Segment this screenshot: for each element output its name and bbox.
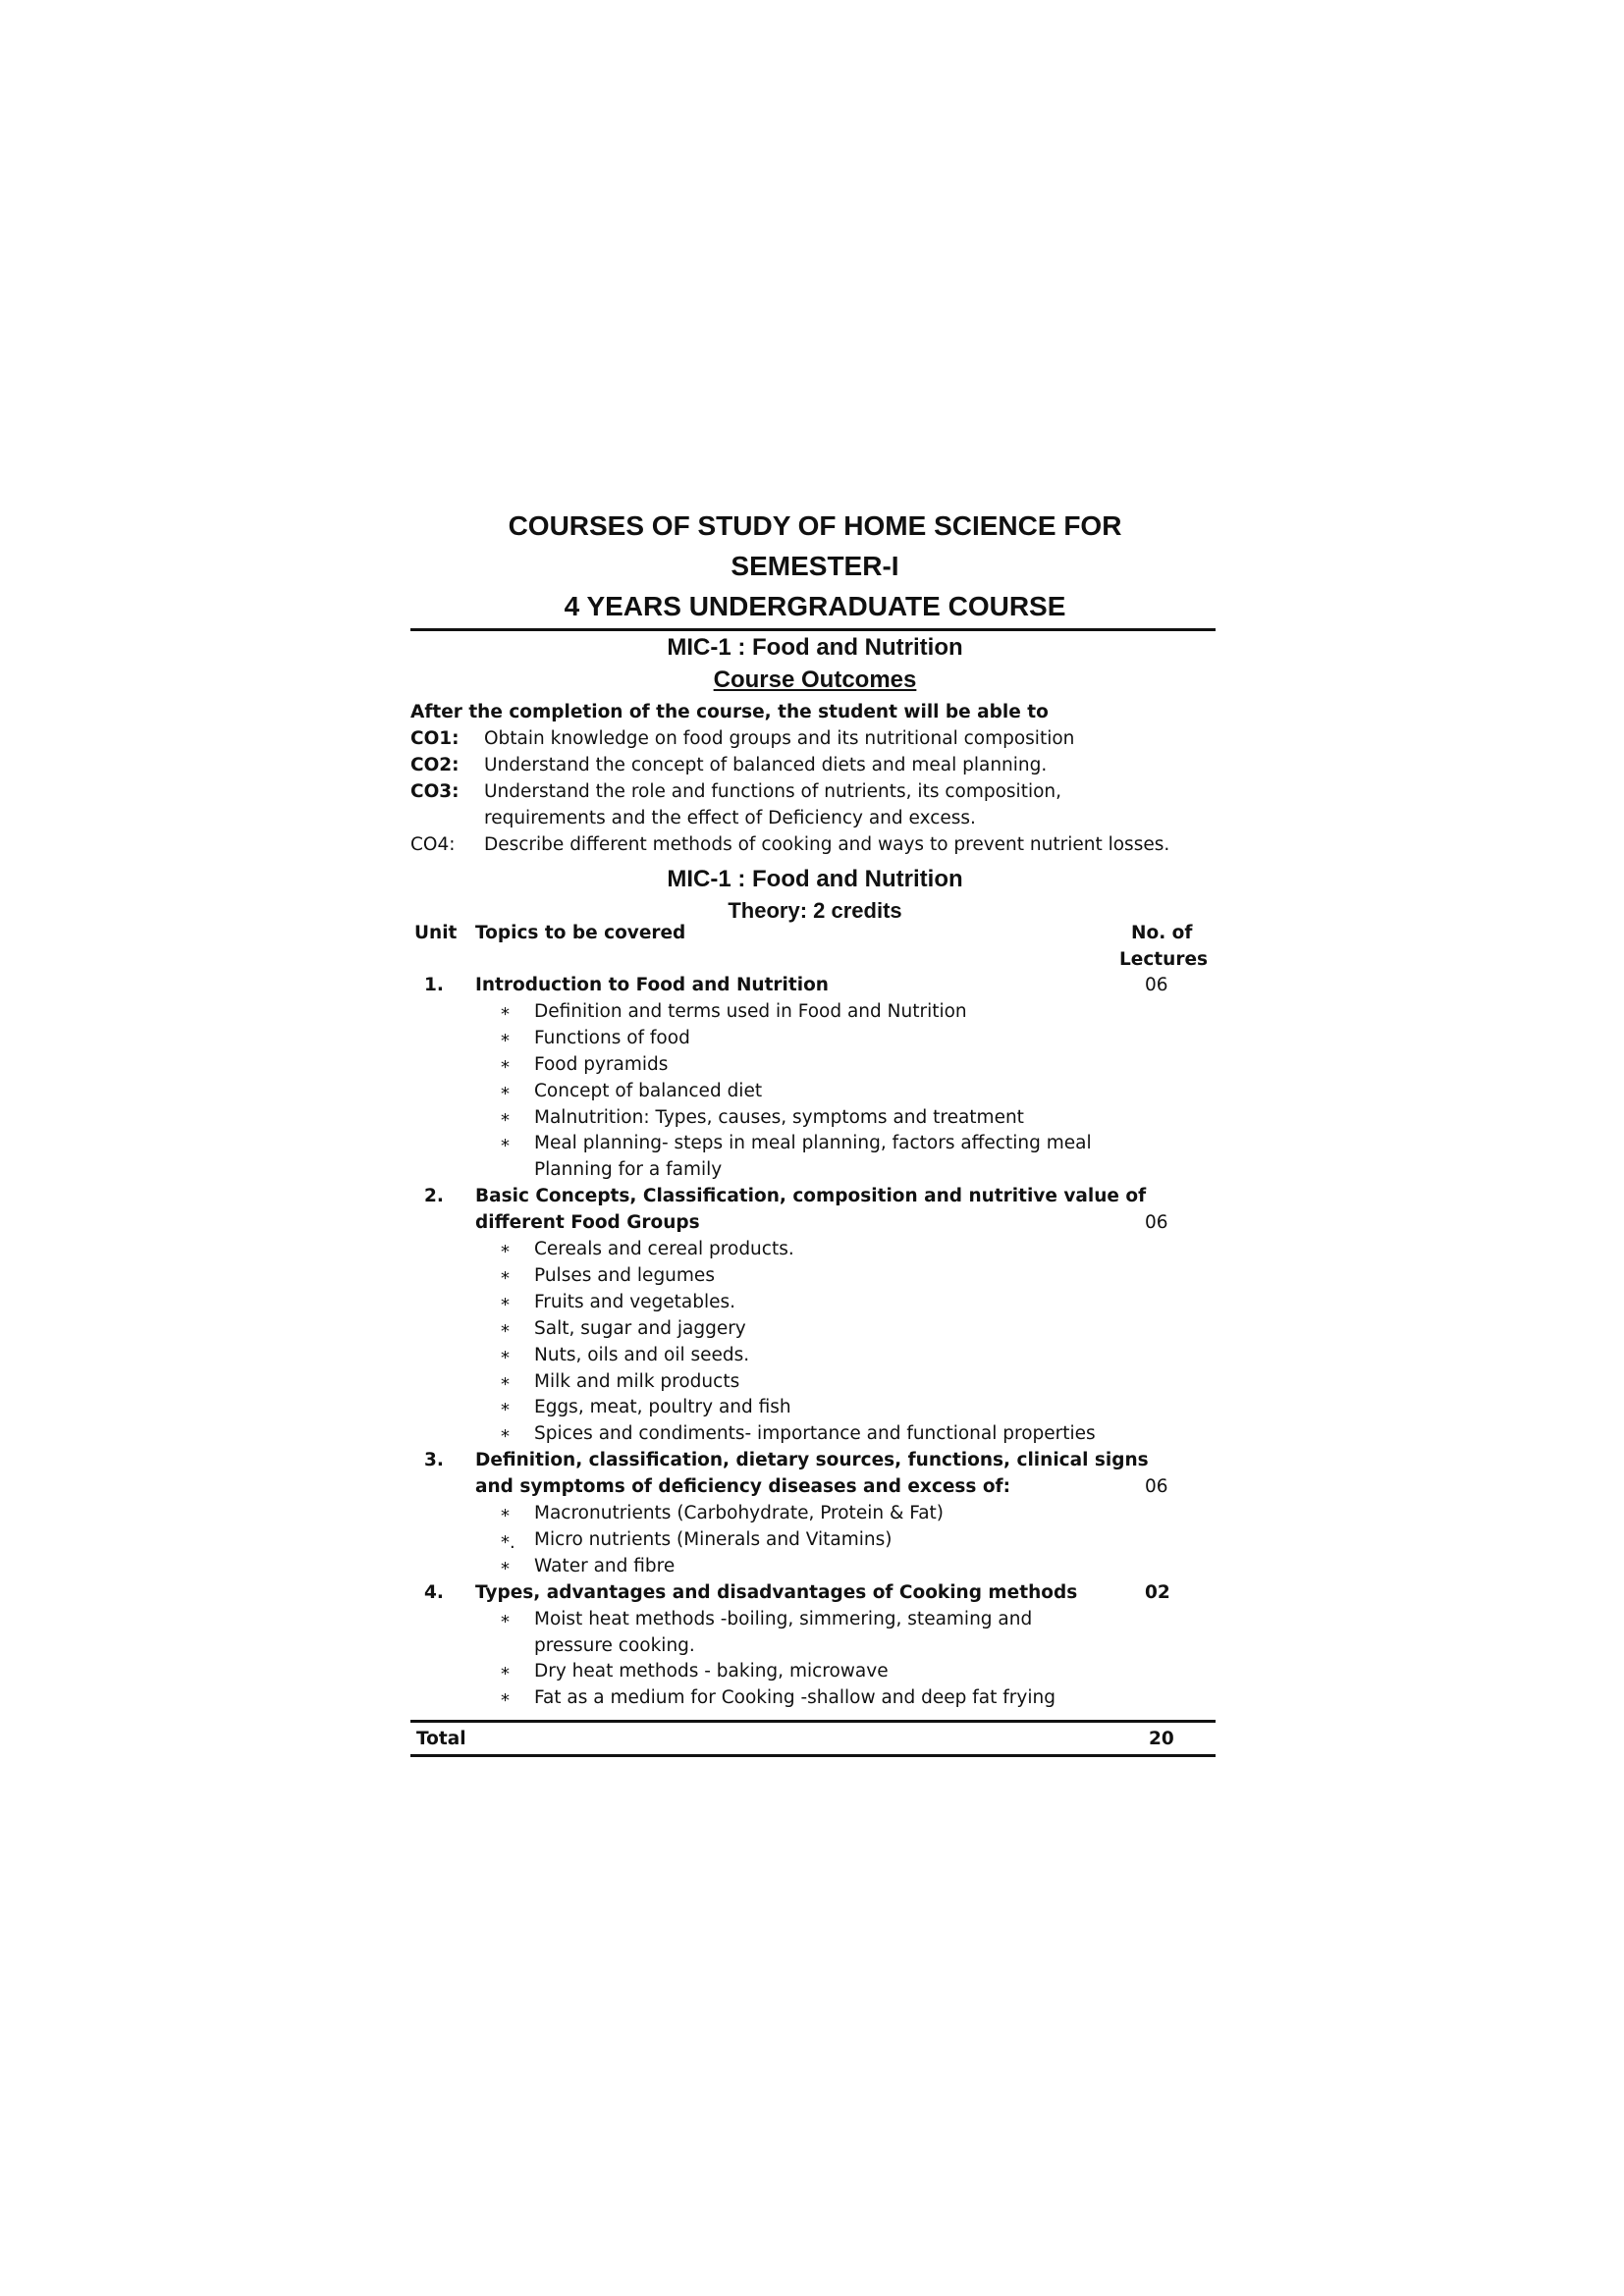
outcome-text: Obtain knowledge on food groups and its nutritional composition [484, 728, 1075, 749]
bullet-marker: * [501, 1373, 510, 1395]
topic-item: Water and fibre [534, 1555, 676, 1576]
topic-item: Malnutrition: Types, causes, symptoms and treatment [534, 1106, 1024, 1128]
topic-item: Planning for a family [534, 1159, 723, 1181]
unit-title: Introduction to Food and Nutrition [475, 975, 829, 995]
topic-item: Macronutrients (Carbohydrate, Protein & Fat) [534, 1503, 944, 1523]
topic-item: Pulses and legumes [534, 1264, 715, 1286]
topic-item: Dry heat methods - baking, microwave [534, 1661, 889, 1682]
unit-title: different Food Groups [475, 1212, 700, 1234]
bullet-marker: *. [501, 1531, 515, 1553]
outcome-text: Understand the concept of balanced diets and meal planning. [484, 754, 1048, 775]
bullet-marker: * [501, 1506, 510, 1526]
bullet-marker: * [501, 1664, 510, 1685]
topic-item: Milk and milk products [534, 1370, 740, 1392]
topic-item: Spices and condiments- importance and functional properties [534, 1423, 1096, 1445]
page-title-line-3: 4 YEARS UNDERGRADUATE COURSE [564, 591, 1066, 621]
syllabus-title: MIC-1 : Food and Nutrition [667, 866, 963, 892]
topic-item: Fruits and vegetables. [534, 1291, 736, 1312]
column-header-unit: Unit [414, 923, 458, 943]
outcomes-intro: After the completion of the course, the student will be able to [410, 702, 1049, 722]
outcome-text: requirements and the effect of Deficiency and excess. [484, 807, 976, 828]
bullet-marker: * [501, 1690, 510, 1712]
outcome-code: CO4: [410, 833, 456, 855]
unit-title: Definition, classification, dietary sources, functions, clinical signs [475, 1450, 1149, 1471]
outcomes-heading: Course Outcomes [713, 667, 917, 693]
topic-item: Cereals and cereal products. [534, 1239, 794, 1259]
topic-item: Fat as a medium for Cooking -shallow and deep fat frying [534, 1687, 1056, 1709]
topic-item: Micro nutrients (Minerals and Vitamins) [534, 1528, 893, 1550]
topic-item: Food pyramids [534, 1053, 669, 1075]
unit-number: 2. [424, 1186, 444, 1207]
total-value: 20 [1149, 1729, 1174, 1749]
unit-number: 3. [424, 1450, 444, 1471]
total-rule-top [410, 1720, 1216, 1723]
column-header-lectures-2: Lectures [1119, 949, 1208, 970]
outcome-text: Describe different methods of cooking and ways to prevent nutrient losses. [484, 833, 1170, 855]
unit-number: 1. [424, 975, 444, 995]
column-header-lectures-1: No. of [1131, 923, 1193, 943]
bullet-marker: * [501, 1320, 510, 1342]
unit-title: Types, advantages and disadvantages of Cooking methods [475, 1581, 1078, 1603]
unit-number: 4. [424, 1581, 444, 1603]
unit-title: Basic Concepts, Classification, composition and nutritive value of [475, 1186, 1147, 1207]
bullet-marker: * [501, 1083, 510, 1104]
bullet-marker: * [501, 1242, 510, 1262]
unit-lectures: 06 [1145, 975, 1168, 995]
topic-item: Concept of balanced diet [534, 1080, 763, 1101]
topic-item: Functions of food [534, 1027, 690, 1048]
page-title-line-2: SEMESTER-I [731, 551, 899, 581]
topic-item: Nuts, oils and oil seeds. [534, 1344, 750, 1365]
bullet-marker: * [501, 1611, 510, 1632]
outcome-code: CO1: [410, 728, 460, 749]
bullet-marker: * [501, 1426, 510, 1448]
bullet-marker: * [501, 1294, 510, 1315]
bullet-marker: * [501, 1267, 510, 1289]
bullet-marker: * [501, 1056, 510, 1078]
unit-lectures: 02 [1145, 1581, 1170, 1603]
topic-item: Definition and terms used in Food and Nutrition [534, 1000, 967, 1022]
title-rule [410, 628, 1216, 631]
total-label: Total [416, 1729, 466, 1749]
unit-lectures: 06 [1145, 1476, 1168, 1498]
topic-item: pressure cooking. [534, 1634, 695, 1656]
unit-lectures: 06 [1145, 1212, 1168, 1234]
outcome-code: CO2: [410, 754, 460, 775]
unit-title: and symptoms of deficiency diseases and excess of: [475, 1476, 1010, 1498]
bullet-marker: * [501, 1109, 510, 1131]
credits-label: Theory: 2 credits [728, 898, 902, 923]
bullet-marker: * [501, 1030, 510, 1051]
paper-title: MIC-1 : Food and Nutrition [667, 634, 963, 661]
outcome-code: CO3: [410, 780, 460, 802]
outcome-text: Understand the role and functions of nutrients, its composition, [484, 780, 1062, 802]
total-rule-bottom [410, 1754, 1216, 1757]
topic-item: Salt, sugar and jaggery [534, 1317, 746, 1339]
bullet-marker: * [501, 1136, 510, 1157]
bullet-marker: * [501, 1558, 510, 1579]
bullet-marker: * [501, 1400, 510, 1421]
topic-item: Meal planning- steps in meal planning, factors affecting meal [534, 1133, 1092, 1154]
bullet-marker: * [501, 1003, 510, 1025]
topic-item: Moist heat methods -boiling, simmering, steaming and [534, 1608, 1033, 1629]
topic-item: Eggs, meat, poultry and fish [534, 1397, 791, 1418]
page-title-line-1: COURSES OF STUDY OF HOME SCIENCE FOR [508, 510, 1122, 541]
bullet-marker: * [501, 1347, 510, 1368]
column-header-topics: Topics to be covered [475, 923, 686, 943]
